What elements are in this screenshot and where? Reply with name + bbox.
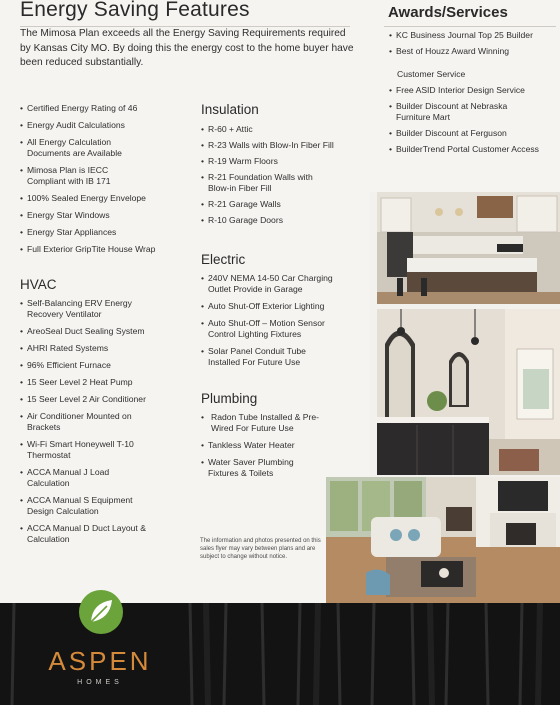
list-item: • Water Saver Plumbing Fixtures & Toilets xyxy=(201,457,311,479)
list-item: • Auto Shut-Off – Motion Sensor Control Lighting Fixtures xyxy=(201,318,341,340)
list-item: • Full Exterior GripTite House Wrap xyxy=(20,244,190,255)
list-item: • Best of Houzz Award Winning xyxy=(389,46,555,57)
list-item: • ACCA Manual D Duct Layout & Calculation xyxy=(20,523,150,545)
awards-title: Awards/Services xyxy=(388,4,508,21)
living-room-photo xyxy=(326,477,560,611)
insulation-title: Insulation xyxy=(201,102,259,117)
list-item: • R-10 Garage Doors xyxy=(201,215,361,226)
brand-subtitle: HOMES xyxy=(77,679,123,686)
awards-divider xyxy=(384,26,556,27)
list-item: • R-21 Foundation Walls with Blow-in Fiber Fill xyxy=(201,172,331,194)
list-item: • 15 Seer Level 2 Air Conditioner xyxy=(20,394,180,405)
list-item: • Air Conditioner Mounted on Brackets xyxy=(20,411,145,433)
list-item: • Wi-Fi Smart Honeywell T-10 Thermostat xyxy=(20,439,150,461)
hvac-list xyxy=(20,298,180,545)
plumbing-title: Plumbing xyxy=(201,391,258,406)
list-item: • AHRI Rated Systems xyxy=(20,343,180,354)
brand-name: ASPEN xyxy=(48,646,152,676)
list-item: • BuilderTrend Portal Customer Access xyxy=(389,144,555,155)
list-item: • 240V NEMA 14-50 Car Charging Outlet Provide in Garage xyxy=(201,273,346,295)
list-item: • ACCA Manual J Load Calculation xyxy=(20,467,125,489)
features-list xyxy=(20,103,190,255)
list-item: • Free ASID Interior Design Service xyxy=(389,85,555,96)
electric-title: Electric xyxy=(201,252,246,267)
plumbing-list xyxy=(201,412,331,479)
insulation-list xyxy=(201,124,361,226)
list-item: • All Energy Calculation Documents are Available xyxy=(20,137,150,159)
electric-list xyxy=(201,273,351,368)
brand-logo xyxy=(40,646,160,686)
list-item: • 15 Seer Level 2 Heat Pump xyxy=(20,377,180,388)
list-item: • Certified Energy Rating of 46 xyxy=(20,103,190,114)
list-item: • Solar Panel Conduit Tube Installed For Future Use xyxy=(201,346,321,368)
list-item: • ACCA Manual S Equipment Design Calculation xyxy=(20,495,145,517)
list-item: • Energy Star Appliances xyxy=(20,227,190,238)
leaf-logo-icon xyxy=(78,589,124,640)
list-item: • Auto Shut-Off Exterior Lighting xyxy=(201,301,351,312)
list-item: • Mimosa Plan is IECC Compliant with IB 171 xyxy=(20,165,145,187)
page-title: Energy Saving Features xyxy=(20,0,250,21)
list-item: • R-60 + Attic xyxy=(201,124,361,135)
list-item: • Tankless Water Heater xyxy=(201,440,331,451)
list-item: Customer Service xyxy=(397,69,466,79)
list-item: • R-23 Walls with Blow-In Fiber Fill xyxy=(201,140,361,151)
list-item: • Builder Discount at Nebraska Furniture Mart xyxy=(389,101,524,123)
intro-paragraph: The Mimosa Plan exceeds all the Energy Saving Requirements required by Kansas City MO. By doing this the energy cost to the home buyer have been reduced substantially. xyxy=(20,28,354,68)
list-item: • 100% Sealed Energy Envelope xyxy=(20,193,190,204)
list-item: • 96% Efficient Furnace xyxy=(20,360,180,371)
list-item: • Energy Star Windows xyxy=(20,210,190,221)
list-item: • Builder Discount at Ferguson xyxy=(389,128,555,139)
list-item: • R-19 Warm Floors xyxy=(201,156,361,167)
bathroom-photo xyxy=(377,309,560,475)
awards-list xyxy=(389,30,555,155)
list-item: • AreoSeal Duct Sealing System xyxy=(20,326,180,337)
disclaimer-text: The information and photos presented on this sales flyer may vary between plans and are subject to change without notice. xyxy=(200,538,321,561)
list-item: • Self-Balancing ERV Energy Recovery Ventilator xyxy=(20,298,145,320)
kitchen-photo xyxy=(377,192,560,304)
list-item: • KC Business Journal Top 25 Builder xyxy=(389,30,555,41)
list-item: • Radon Tube Installed & Pre-Wired For Future Use xyxy=(201,412,323,434)
list-item: • Energy Audit Calculations xyxy=(20,120,190,131)
list-item: • R-21 Garage Walls xyxy=(201,199,361,210)
hvac-title: HVAC xyxy=(20,277,57,292)
